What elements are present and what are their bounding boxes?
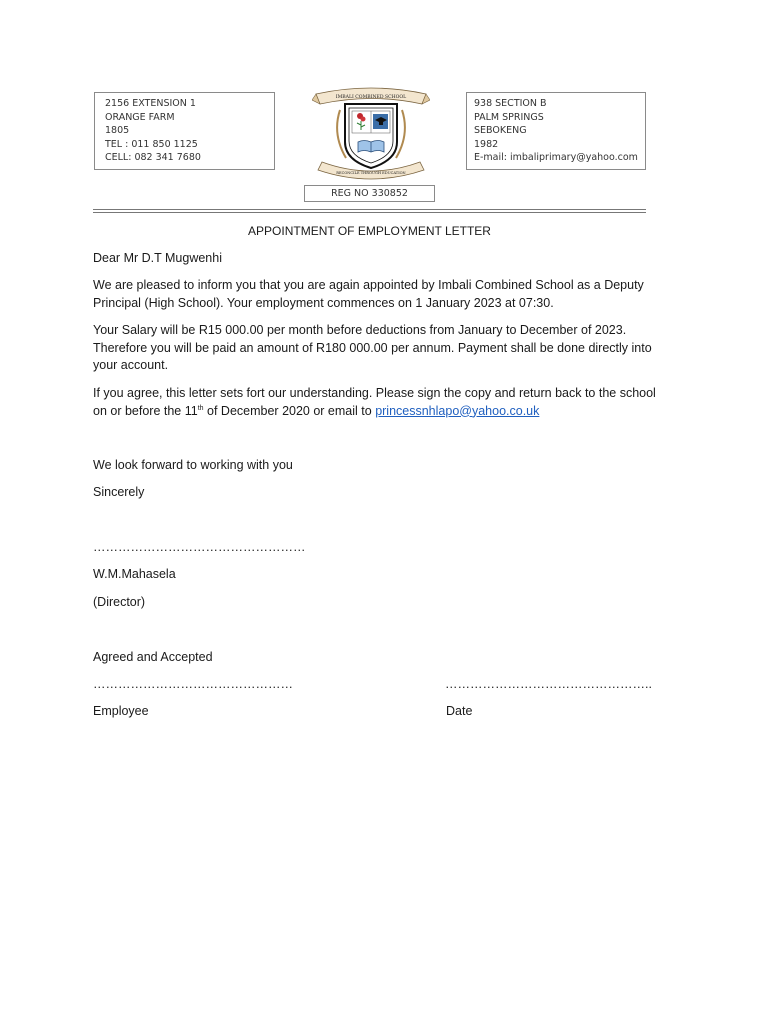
address-line: TEL : 011 850 1125 <box>105 138 198 150</box>
letter-title: APPOINTMENT OF EMPLOYMENT LETTER <box>248 224 491 238</box>
registration-number: REG NO 330852 <box>304 185 435 202</box>
ordinal-suffix: th <box>197 404 204 412</box>
paragraph-salary: Your Salary will be R15 000.00 per month before deductions from January to December of 2023. Therefore you will be paid an amount of R180 000.00 per annum. Payment shall be done directly into your account. <box>93 323 652 372</box>
address-line: 1982 <box>474 138 499 150</box>
paragraph-instructions <box>93 385 673 420</box>
address-line: 938 SECTION B <box>474 98 547 109</box>
date-label: Date <box>446 704 473 718</box>
address-line: E-mail: imbaliprimary@yahoo.com <box>474 152 638 164</box>
instructions-text: If you agree, this letter sets fort our understanding. Please sign the copy and return back to the school on or before the 11 <box>93 386 656 418</box>
address-line: PALM SPRINGS <box>474 111 544 123</box>
employee-label: Employee <box>93 704 149 718</box>
address-line: ORANGE FARM <box>105 111 175 123</box>
address-line: SEBOKENG <box>474 125 527 137</box>
address-line: 2156 EXTENSION 1 <box>105 98 196 109</box>
employee-signature-line: ………………………………………… <box>93 677 293 691</box>
right-address-box <box>466 92 646 170</box>
header-divider <box>93 209 646 210</box>
email-link[interactable]: princessnhlapo@yahoo.co.uk <box>375 403 540 418</box>
signatory-name: W.M.Mahasela <box>93 567 176 581</box>
school-logo <box>312 84 430 182</box>
salutation: Dear Mr D.T Mugwenhi <box>93 251 222 265</box>
closing-line: We look forward to working with you <box>93 458 293 472</box>
agreed-heading: Agreed and Accepted <box>93 650 213 664</box>
date-signature-line: ………………………………………….. <box>445 677 652 691</box>
instructions-text-cont: of December 2020 or email to <box>203 403 376 418</box>
sign-off: Sincerely <box>93 485 145 499</box>
signature-line: …………………………………………… <box>93 540 306 554</box>
signatory-title: (Director) <box>93 595 146 609</box>
paragraph-appointment: We are pleased to inform you that you are again appointed by Imbali Combined School as a Deputy Principal (High School). Your employment commences on 1 January 2023 at 07:30. <box>93 278 644 310</box>
header-divider <box>93 212 646 213</box>
address-line: 1805 <box>105 125 130 137</box>
logo-banner-text: IMBALI COMBINED SCHOOL <box>335 95 407 100</box>
logo-motto-text: RECONCILE THROUGH EDUCATION <box>336 171 406 175</box>
address-line: CELL: 082 341 7680 <box>105 152 201 164</box>
left-address-box <box>94 92 275 170</box>
